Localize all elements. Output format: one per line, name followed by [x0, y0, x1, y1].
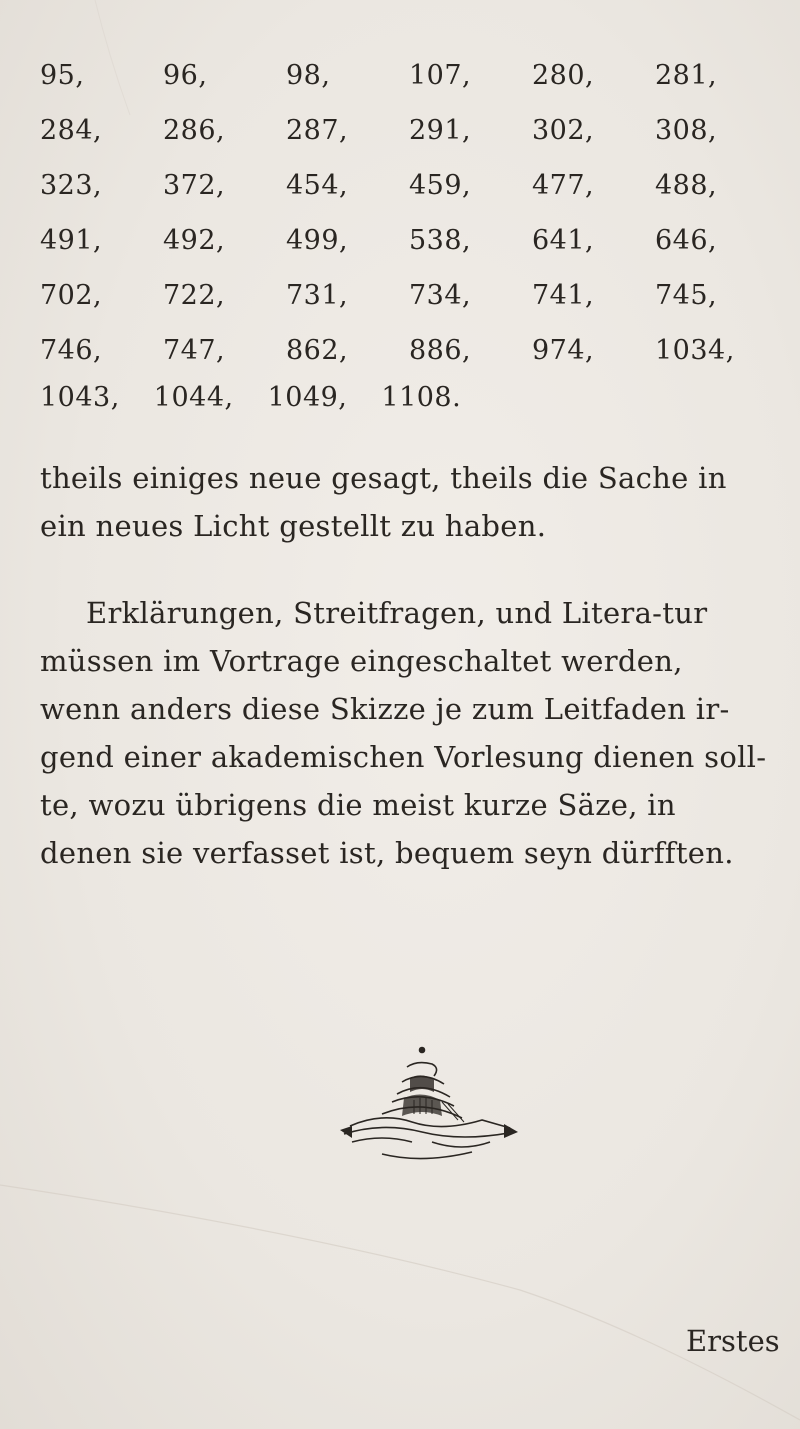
- index-entry: 281,: [655, 60, 718, 91]
- index-entry: 107,: [409, 60, 472, 91]
- index-entry: 731,: [286, 280, 349, 311]
- index-row: [40, 213, 780, 268]
- page-reference-index: [40, 48, 780, 378]
- index-entry: 287,: [286, 115, 349, 146]
- index-entry: 459,: [409, 170, 472, 201]
- index-entry: 308,: [655, 115, 718, 146]
- index-row: [40, 103, 780, 158]
- index-entry: 746,: [40, 335, 103, 366]
- index-entry: 1049,: [267, 382, 348, 413]
- index-entry: 745,: [655, 280, 718, 311]
- printers-ornament-icon: [322, 1042, 522, 1167]
- index-entry: 862,: [286, 335, 349, 366]
- index-entry: 1034,: [655, 335, 735, 366]
- index-entry: 302,: [532, 115, 595, 146]
- index-entry: 372,: [163, 170, 226, 201]
- index-row: [40, 158, 780, 213]
- index-row-last: [40, 370, 495, 425]
- index-entry: 323,: [40, 170, 103, 201]
- index-entry: 974,: [532, 335, 595, 366]
- index-entry: 538,: [409, 225, 472, 256]
- index-entry: 477,: [532, 170, 595, 201]
- index-entry: 747,: [163, 335, 226, 366]
- index-entry: 499,: [286, 225, 349, 256]
- index-row: [40, 48, 780, 103]
- index-entry: 284,: [40, 115, 103, 146]
- index-entry: 291,: [409, 115, 472, 146]
- index-entry: 492,: [163, 225, 226, 256]
- index-entry: 641,: [532, 225, 595, 256]
- index-entry: 491,: [40, 225, 103, 256]
- index-entry: 95,: [40, 60, 85, 91]
- paragraph-explanations: Erklärungen, Streitfragen, und Litera-tur müssen im Vortrage eingeschaltet werden, wenn anders diese Skizze je zum Leitfaden ir-gend einer akademischen Vorlesung dienen soll-te, wozu übrigens die meist kurze Säze, in denen sie verfasset ist, bequem seyn dürfften.: [40, 596, 767, 870]
- catchword: Erstes: [686, 1324, 780, 1358]
- index-entry: 280,: [532, 60, 595, 91]
- index-entry: 646,: [655, 225, 718, 256]
- index-entry: 286,: [163, 115, 226, 146]
- index-entry: 488,: [655, 170, 718, 201]
- index-entry: 722,: [163, 280, 226, 311]
- index-entry: 96,: [163, 60, 208, 91]
- index-entry: 454,: [286, 170, 349, 201]
- paragraph-continuation: theils einiges neue gesagt, theils die Sache in ein neues Licht gestellt zu haben.: [40, 461, 727, 543]
- index-entry: 886,: [409, 335, 472, 366]
- index-entry: 98,: [286, 60, 331, 91]
- index-entry: 1108.: [381, 382, 462, 413]
- index-row: [40, 268, 780, 323]
- index-entry: 1044,: [153, 382, 234, 413]
- index-entry: 1043,: [40, 382, 120, 413]
- index-entry: 702,: [40, 280, 103, 311]
- index-entry: 734,: [409, 280, 472, 311]
- index-entry: 741,: [532, 280, 595, 311]
